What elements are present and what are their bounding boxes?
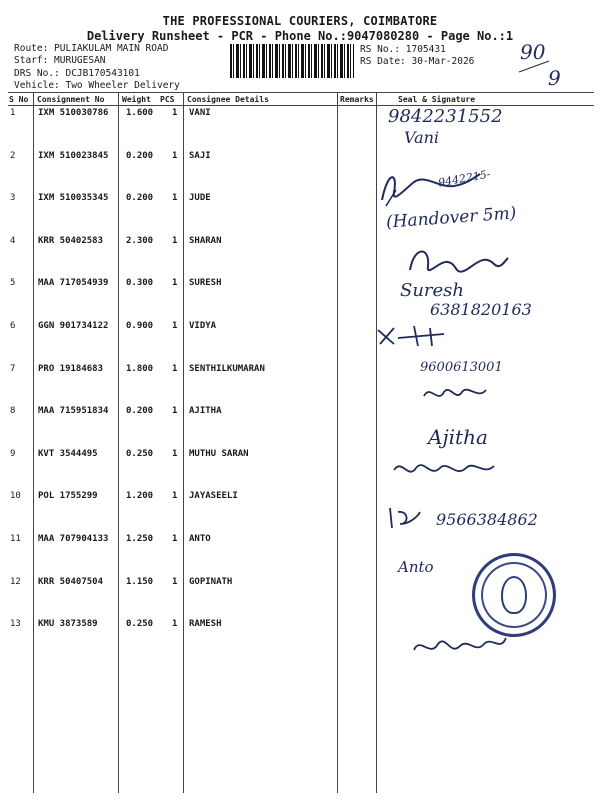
- handwritten-signature-row11: Anto: [398, 558, 434, 576]
- rs-number: RS No.: 1705431: [360, 44, 446, 55]
- row-consignee-name: VIDYA: [189, 321, 217, 331]
- col-header-seal: Seal & Signature: [398, 95, 476, 104]
- row-consignee-name: SURESH: [189, 278, 222, 289]
- col-divider: [118, 93, 119, 793]
- row-sno: 13: [10, 619, 21, 630]
- row-weight: 2.300: [126, 235, 154, 246]
- row-consignee-name: RAMESH: [189, 619, 222, 630]
- stamp-emblem-icon: [501, 576, 527, 614]
- row-sno: 4: [10, 235, 16, 246]
- handwritten-name-row5: Suresh: [400, 280, 465, 301]
- row-consignee-name: VANI: [189, 108, 211, 118]
- table-header-border: [8, 105, 594, 106]
- row-consignment-no: IXM 510023845: [38, 150, 109, 161]
- row-weight: 0.900: [126, 321, 154, 331]
- row-pcs: 1: [172, 406, 178, 417]
- row-pcs: 1: [172, 235, 178, 246]
- signature-scribble-row6: [374, 320, 454, 350]
- handwritten-phone-row7: 9600613001: [420, 360, 503, 375]
- row-weight: 0.200: [126, 150, 154, 161]
- row-pcs: 1: [172, 321, 178, 331]
- row-consignee-name: JAYASEELI: [189, 491, 238, 502]
- col-divider: [33, 93, 34, 793]
- row-sno: 8: [10, 406, 16, 417]
- company-seal-stamp: [472, 553, 556, 637]
- row-sno: 1: [10, 108, 16, 118]
- row-pcs: 1: [172, 576, 178, 587]
- row-consignment-no: PRO 19184683: [38, 363, 104, 374]
- row-pcs: 1: [172, 448, 178, 459]
- col-header-pcs: PCS: [160, 95, 175, 104]
- row-pcs: 1: [172, 150, 178, 161]
- handwritten-phone-row1: 9842231552: [388, 106, 503, 127]
- row-pcs: 1: [172, 193, 178, 204]
- col-header-consignee: Consignee Details: [187, 95, 269, 104]
- row-consignment-no: MAA 717054939: [38, 278, 109, 289]
- row-pcs: 1: [172, 534, 178, 544]
- col-header-remarks: Remarks: [340, 95, 374, 104]
- row-sno: 10: [10, 491, 21, 502]
- rs-date: RS Date: 30-Mar-2026: [360, 56, 475, 67]
- row-sno: 11: [10, 534, 21, 544]
- row-consignee-name: GOPINATH: [189, 576, 233, 587]
- row-consignment-no: GGN 901734122: [38, 321, 109, 331]
- col-header-consignment: Consignment No: [37, 95, 105, 104]
- row-consignment-no: IXM 510030786: [38, 108, 109, 118]
- row-weight: 0.200: [126, 193, 154, 204]
- row-pcs: 1: [172, 278, 178, 289]
- company-title: THE PROFESSIONAL COURIERS, COIMBATORE: [162, 14, 438, 28]
- row-pcs: 1: [172, 108, 178, 118]
- row-sno: 12: [10, 576, 21, 587]
- row-sno: 7: [10, 363, 16, 374]
- row-consignment-no: IXM 510035345: [38, 193, 109, 204]
- handwritten-phone-row5: 6381820163: [430, 300, 532, 319]
- row-consignee-name: MUTHU SARAN: [189, 448, 249, 459]
- row-consignment-no: KVT 3544495: [38, 448, 98, 459]
- row-sno: 2: [10, 150, 16, 161]
- barcode-image: [230, 44, 354, 78]
- row-pcs: 1: [172, 619, 178, 630]
- handwritten-name-row9: Ajitha: [428, 425, 488, 449]
- row-pcs: 1: [172, 363, 178, 374]
- row-weight: 0.250: [126, 448, 154, 459]
- row-consignment-no: KMU 3873589: [38, 619, 98, 630]
- vehicle-label: Vehicle: Two Wheeler Delivery: [14, 80, 180, 91]
- row-consignment-no: POL 1755299: [38, 491, 98, 502]
- col-header-sno: S No: [9, 95, 29, 104]
- row-sno: 3: [10, 193, 16, 204]
- runsheet-subtitle: Delivery Runsheet - PCR - Phone No.:9047080280 - Page No.:1: [86, 29, 514, 43]
- route-label: Route: PULIAKULAM MAIN ROAD: [14, 43, 169, 54]
- row-weight: 0.300: [126, 278, 154, 289]
- row-consignee-name: JUDE: [189, 193, 211, 204]
- row-consignee-name: SAJI: [189, 150, 211, 161]
- row-consignment-no: KRR 50402583: [38, 235, 104, 246]
- handwritten-signature-row1: Vani: [404, 128, 440, 147]
- handwritten-phone-row3: 9442215-: [437, 167, 492, 190]
- row-weight: 1.800: [126, 363, 154, 374]
- staff-label: Starf: MURUGESAN: [14, 55, 106, 66]
- signature-scribble-row4: [404, 240, 514, 284]
- handwritten-page-mark-bottom: 9: [548, 66, 561, 90]
- row-weight: 1.150: [126, 576, 154, 587]
- row-consignment-no: MAA 707904133: [38, 534, 109, 544]
- signature-scribble-row9: [390, 454, 500, 486]
- handwritten-phone-row11: 9566384862: [436, 510, 538, 529]
- col-header-weight: Weight: [122, 95, 151, 104]
- row-consignee-name: SHARAN: [189, 235, 222, 246]
- signature-scribble-row2: [374, 160, 484, 210]
- row-consignee-name: AJITHA: [189, 406, 222, 417]
- drs-number: DRS No.: DCJB170543101: [14, 68, 140, 79]
- row-consignment-no: MAA 715951834: [38, 406, 109, 417]
- row-sno: 6: [10, 321, 16, 331]
- row-consignment-no: KRR 50407504: [38, 576, 104, 587]
- handwritten-page-mark-top: 90: [520, 40, 546, 64]
- signature-scribble-row7: [420, 380, 490, 406]
- row-sno: 9: [10, 448, 16, 459]
- row-weight: 0.200: [126, 406, 154, 417]
- col-divider: [337, 93, 338, 793]
- row-weight: 1.600: [126, 108, 154, 118]
- col-divider: [183, 93, 184, 793]
- row-consignee-name: ANTO: [189, 534, 211, 544]
- signature-scribble-row10: [384, 502, 424, 532]
- row-weight: 1.200: [126, 491, 154, 502]
- row-weight: 0.250: [126, 619, 154, 630]
- handwritten-note-row3: (Handover 5m): [385, 203, 517, 233]
- signature-scribble-row13: [410, 630, 510, 664]
- row-consignee-name: SENTHILKUMARAN: [189, 363, 265, 374]
- table-top-border: [8, 92, 594, 93]
- row-pcs: 1: [172, 491, 178, 502]
- row-sno: 5: [10, 278, 16, 289]
- row-weight: 1.250: [126, 534, 154, 544]
